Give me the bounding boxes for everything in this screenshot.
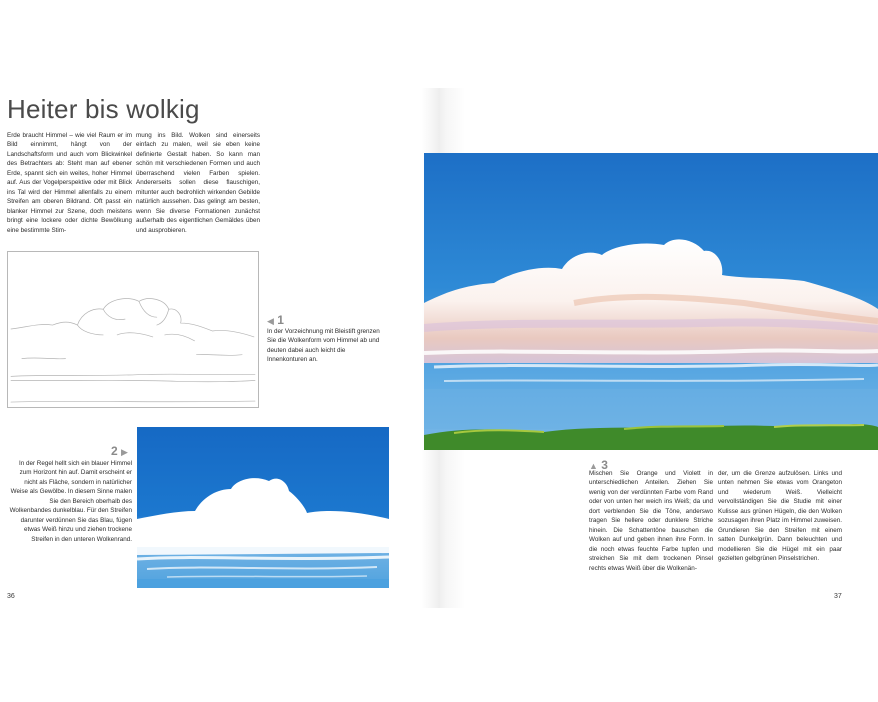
step-3-number: 3 <box>601 458 608 472</box>
step-2-number: 2 <box>111 444 118 458</box>
pencil-sketch-illustration <box>8 252 258 407</box>
figure-sky-painting <box>137 427 389 588</box>
sky-painting-illustration <box>137 427 389 588</box>
step-2-marker <box>111 444 128 458</box>
intro-text-column-1 <box>7 131 132 235</box>
intro-text-column-2 <box>136 131 260 235</box>
page-number-left: 36 <box>7 593 15 600</box>
arrow-right-icon: ▶ <box>121 447 128 457</box>
arrow-up-icon: ▲ <box>589 461 598 471</box>
step-3-text-column-1 <box>589 469 713 573</box>
step-1-number: 1 <box>277 313 284 327</box>
finished-painting-illustration <box>424 153 878 450</box>
page-number-right: 37 <box>834 593 842 600</box>
step-3-text-column-2 <box>718 469 842 564</box>
step-3-paragraph-1: Mischen Sie Orange und Violett in unterschiedlichen Anteilen. Ziehen Sie wenig von der verdünnten Farbe vom Rand oder von unten her weich ins Weiß; da und dort verblenden Sie die Töne, anderswo tragen Sie hellere oder dunklere Striche hinein. Die Schattentöne bauschen die Wolken auf und geben ihnen ihre Form. In die noch etwas feuchte Farbe tupfen und streichen Sie mit dem trockenen Pinsel rechts etwas Weiß über die Wolkenän- <box>589 470 713 572</box>
intro-paragraph-2: mung ins Bild. Wolken sind einerseits einfach zu malen, weil sie eben keine definierte Gestalt haben. So kann man schön mit verschiedenen Formen und auch überraschend vielen Farben spielen. Andererseits sollen diese flauschigen, mitunter auch bedrohlich wirkenden Gebilde natürlich aussehen. Das gelingt am besten, wenn Sie diverse Formationen zunächst außerhalb des eigentlichen Gemäldes üben und ausprobieren. <box>136 132 260 234</box>
step-1-marker <box>267 313 284 327</box>
step-3-paragraph-2: der, um die Grenze aufzulösen. Links und unten nehmen Sie etwas vom Orangeton und wiederum Weiß. Vielleicht vervollständigen Sie die Studie mit einer Kulisse aus grünen Hügeln, die den Wolken sozusagen ihren Platz im Himmel zuweisen. Grundieren Sie den Streifen mit einem satten Dunkelgrün. Dann beleuchten und modellieren Sie die Hügel mit ein paar gezielten gelbgrünen Pinselstrichen. <box>718 470 842 563</box>
page-title: Heiter bis wolkig <box>7 94 200 124</box>
step-1-caption: In der Vorzeichnung mit Bleistift grenzen Sie die Wolkenform vom Himmel ab und deuten dabei auch leicht die Innenkonturen an. <box>267 328 380 364</box>
step-2-caption: In der Regel hellt sich ein blauer Himmel zum Horizont hin auf. Damit erscheint er nicht als Fläche, sondern in natürlicher Weise als Gewölbe. In diesem Sinne malen Sie den Bereich oberhalb des Wolkenbandes dunkelblau. Für den Streifen darunter verdünnen Sie das Blau, fügen etwas Weiß hinzu und ziehen trockene Streifen in den unteren Wolkenrand. <box>9 460 132 543</box>
figure-finished-painting <box>424 153 878 450</box>
arrow-left-icon: ◀ <box>267 316 274 326</box>
figure-pencil-sketch <box>7 251 259 408</box>
intro-paragraph-1: Erde braucht Himmel – wie viel Raum er im Bild einnimmt, hängt von der Landschaftsform und auch vom Blickwinkel des Betrachters ab: Steht man auf ebener Erde, spannt sich ein weites, hoher Himmel auf. Aus der Vogelperspektive oder mit Blick ins Tal wird der Himmel allenfalls zu einem Streifen am oberen Bildrand. Oft passt ein blanker Himmel zur Szene, doch meistens bringt eine lockere oder dichte Bewölkung eine bestimmte Stim- <box>7 132 132 234</box>
